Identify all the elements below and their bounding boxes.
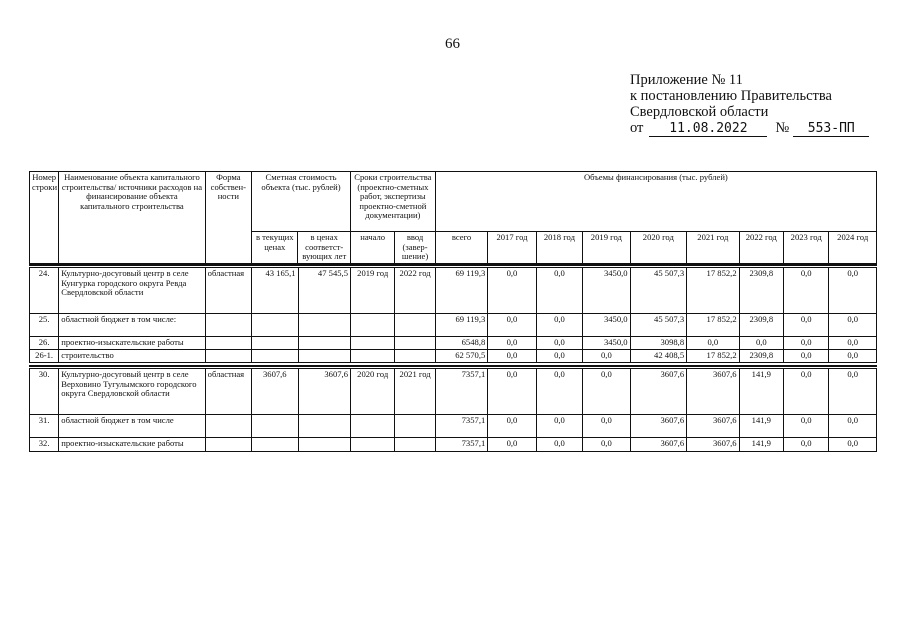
year-value: 17 852,2 — [687, 314, 739, 337]
decree-date: 11.08.2022 — [649, 122, 767, 137]
year-value: 3607,6 — [630, 415, 687, 438]
cost-years — [298, 314, 350, 337]
number-label: № — [775, 120, 790, 136]
table-row — [30, 350, 877, 363]
header-construction-terms: Сроки строительства (проектно-сметных работ, экспертизы проектно-сметной документации) — [350, 172, 435, 232]
year-value: 0,0 — [829, 350, 877, 363]
year-value: 141,9 — [739, 415, 783, 438]
end-year: 2021 год — [395, 369, 435, 415]
year-value: 3607,6 — [687, 369, 739, 415]
appendix-title: Приложение № 11 — [630, 72, 743, 88]
appendix-date-line — [630, 120, 869, 137]
object-name: областной бюджет в том числе: — [59, 314, 205, 337]
total: 7357,1 — [435, 415, 487, 438]
object-name: Культурно-досуговый центр в селе Верховино Тугулымского городского округа Свердловской области — [59, 369, 205, 415]
header-year: 2021 год — [687, 232, 739, 264]
year-value: 0,0 — [829, 314, 877, 337]
end-year — [395, 314, 435, 337]
ownership — [205, 350, 251, 363]
year-value: 0,0 — [784, 314, 829, 337]
header-estimated-cost: Сметная стоимость объекта (тыс. рублей) — [252, 172, 351, 232]
appendix-decree: к постановлению Правительства — [630, 88, 832, 104]
year-value: 45 507,3 — [630, 314, 687, 337]
table-row — [30, 438, 877, 452]
cost-current — [252, 337, 298, 350]
year-value: 3450,0 — [583, 337, 630, 350]
ownership — [205, 438, 251, 452]
ownership — [205, 415, 251, 438]
page-number: 66 — [445, 36, 460, 52]
total: 7357,1 — [435, 369, 487, 415]
total: 69 119,3 — [435, 268, 487, 314]
year-value: 0,0 — [536, 438, 582, 452]
cost-current — [252, 438, 298, 452]
year-value: 42 408,5 — [630, 350, 687, 363]
table-row — [30, 415, 877, 438]
year-value: 0,0 — [784, 337, 829, 350]
year-value: 0,0 — [583, 438, 630, 452]
object-name: проектно-изыскательские работы — [59, 438, 205, 452]
appendix-header — [630, 72, 869, 137]
header-total: всего — [435, 232, 487, 264]
object-name: проектно-изыскательские работы — [59, 337, 205, 350]
year-value: 0,0 — [784, 438, 829, 452]
end-year: 2022 год — [395, 268, 435, 314]
cost-current: 3607,6 — [252, 369, 298, 415]
header-row-number: Номер строки — [30, 172, 59, 264]
start-year: 2020 год — [351, 369, 395, 415]
year-value: 0,0 — [583, 415, 630, 438]
cost-years — [298, 438, 350, 452]
table-block-2 — [29, 368, 877, 452]
year-value: 0,0 — [488, 268, 536, 314]
row-number: 25. — [30, 314, 59, 337]
year-value: 0,0 — [829, 415, 877, 438]
year-value: 0,0 — [488, 369, 536, 415]
total: 7357,1 — [435, 438, 487, 452]
header-cost-years: в ценах соответст-вующих лет — [298, 232, 351, 264]
year-value: 0,0 — [687, 337, 739, 350]
table-row — [30, 369, 877, 415]
appendix-region: Свердловской области — [630, 104, 769, 120]
ownership: областная — [205, 268, 251, 314]
year-value: 0,0 — [739, 337, 783, 350]
row-number: 31. — [30, 415, 59, 438]
start-year: 2019 год — [351, 268, 395, 314]
year-value: 0,0 — [488, 337, 536, 350]
year-value: 0,0 — [829, 268, 877, 314]
start-year — [351, 438, 395, 452]
table-header — [29, 171, 877, 264]
year-value: 0,0 — [536, 369, 582, 415]
ownership: областная — [205, 369, 251, 415]
cost-years — [298, 337, 350, 350]
cost-years — [298, 350, 350, 363]
header-object-name: Наименование объекта капитального строительства/ источники расходов на финансирование объекта капитального строительства — [59, 172, 205, 264]
year-value: 141,9 — [739, 438, 783, 452]
header-year: 2019 год — [583, 232, 630, 264]
year-value: 2309,8 — [739, 350, 783, 363]
total: 6548,8 — [435, 337, 487, 350]
end-year — [395, 350, 435, 363]
header-ownership: Форма собствен-ности — [205, 172, 251, 264]
year-value: 0,0 — [488, 350, 536, 363]
year-value: 0,0 — [829, 438, 877, 452]
total: 69 119,3 — [435, 314, 487, 337]
row-number: 30. — [30, 369, 59, 415]
year-value: 0,0 — [536, 314, 582, 337]
start-year — [351, 314, 395, 337]
year-value: 0,0 — [784, 350, 829, 363]
ownership — [205, 314, 251, 337]
header-year: 2023 год — [783, 232, 828, 264]
decree-number: 553-ПП — [793, 122, 869, 137]
year-value: 0,0 — [784, 268, 829, 314]
table-row — [30, 337, 877, 350]
table-row — [30, 268, 877, 314]
table-row — [30, 314, 877, 337]
row-number: 32. — [30, 438, 59, 452]
year-value: 17 852,2 — [687, 350, 739, 363]
year-value: 3098,8 — [630, 337, 687, 350]
table-block-1 — [29, 267, 877, 363]
year-value: 3607,6 — [630, 438, 687, 452]
header-year: 2020 год — [630, 232, 687, 264]
year-value: 0,0 — [829, 369, 877, 415]
year-value: 3607,6 — [630, 369, 687, 415]
header-year: 2017 год — [488, 232, 536, 264]
ownership — [205, 337, 251, 350]
year-value: 0,0 — [536, 350, 582, 363]
cost-current: 43 165,1 — [252, 268, 298, 314]
header-separator — [29, 264, 877, 266]
year-value: 0,0 — [488, 415, 536, 438]
year-value: 2309,8 — [739, 314, 783, 337]
end-year — [395, 337, 435, 350]
end-year — [395, 438, 435, 452]
header-end: ввод (завер-шение) — [395, 232, 435, 264]
year-value: 45 507,3 — [630, 268, 687, 314]
header-year: 2024 год — [829, 232, 877, 264]
year-value: 3607,6 — [687, 438, 739, 452]
header-cost-current: в текущих ценах — [252, 232, 298, 264]
year-value: 3607,6 — [687, 415, 739, 438]
start-year — [351, 337, 395, 350]
year-value: 0,0 — [583, 369, 630, 415]
year-value: 0,0 — [583, 350, 630, 363]
year-value: 0,0 — [488, 438, 536, 452]
header-year: 2022 год — [739, 232, 783, 264]
cost-years: 47 545,5 — [298, 268, 350, 314]
year-value: 0,0 — [784, 369, 829, 415]
year-value: 0,0 — [829, 337, 877, 350]
year-value: 0,0 — [784, 415, 829, 438]
header-year: 2018 год — [536, 232, 582, 264]
cost-current — [252, 314, 298, 337]
object-name: Культурно-досуговый центр в селе Кунгурка городского округа Ревда Свердловской области — [59, 268, 205, 314]
year-value: 3450,0 — [583, 314, 630, 337]
year-value: 0,0 — [536, 268, 582, 314]
block-separator — [29, 365, 877, 367]
year-value: 17 852,2 — [687, 268, 739, 314]
year-value: 3450,0 — [583, 268, 630, 314]
row-number: 26-1. — [30, 350, 59, 363]
from-label: от — [630, 120, 644, 136]
cost-current — [252, 350, 298, 363]
object-name: областной бюджет в том числе — [59, 415, 205, 438]
total: 62 570,5 — [435, 350, 487, 363]
cost-years — [298, 415, 350, 438]
end-year — [395, 415, 435, 438]
row-number: 24. — [30, 268, 59, 314]
cost-current — [252, 415, 298, 438]
cost-years: 3607,6 — [298, 369, 350, 415]
year-value: 141,9 — [739, 369, 783, 415]
year-value: 2309,8 — [739, 268, 783, 314]
row-number: 26. — [30, 337, 59, 350]
header-funding: Объемы финансирования (тыс. рублей) — [435, 172, 876, 232]
year-value: 0,0 — [536, 337, 582, 350]
header-start: начало — [350, 232, 394, 264]
object-name: строительство — [59, 350, 205, 363]
year-value: 0,0 — [536, 415, 582, 438]
start-year — [351, 415, 395, 438]
start-year — [351, 350, 395, 363]
year-value: 0,0 — [488, 314, 536, 337]
